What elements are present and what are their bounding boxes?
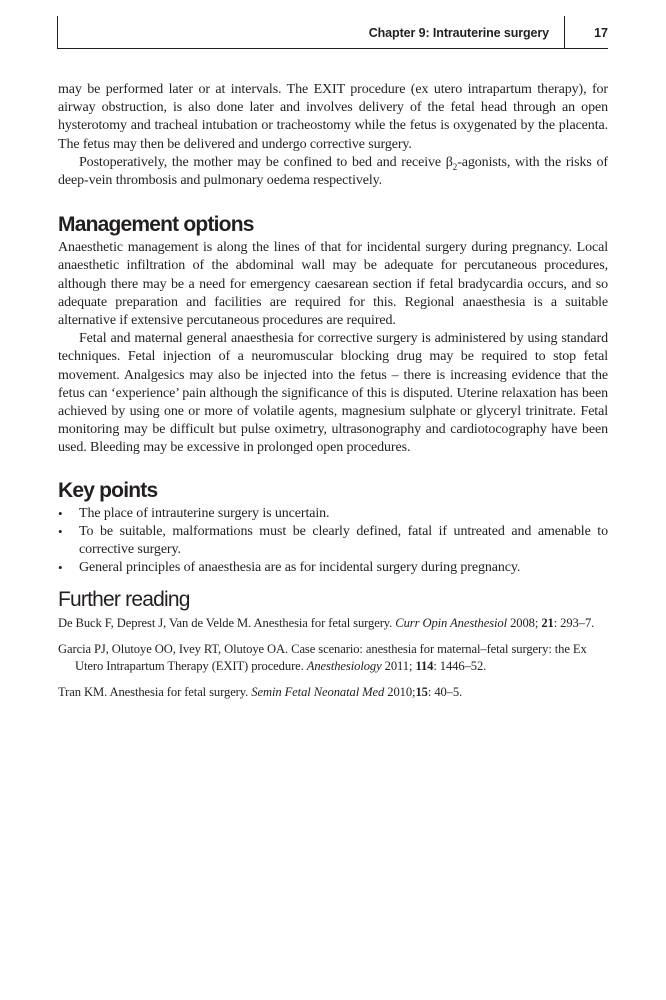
reference-list [58,615,608,701]
intro-paragraph-2 [58,154,608,190]
header-right-rule [564,16,565,48]
reference-year: 2010; [384,685,416,700]
key-points-list [58,505,608,578]
intro-p2-text-before: Postoperatively, the mother may be confined to bed and receive β [79,154,453,170]
reference-pages: : 40–5. [427,685,463,700]
intro-paragraph-1: may be performed later or at intervals. The EXIT procedure (ex utero intrapartum therapy), for airway obstruction, is also done later and involves delivery of the fetal head through an open hysterotomy and tracheal intubation or tracheostomy while the fetus is oxygenated by the placenta. The fetus may then be delivered and undergo corrective surgery. [58,82,608,152]
reference-authors-title: De Buck F, Deprest J, Van de Velde M. Anesthesia for fetal surgery. [58,616,396,631]
reference-volume: 114 [415,659,434,674]
intro-p2-text-after: -agonists, with the risks of deep-vein thrombosis and pulmonary oedema respectively. [58,154,608,189]
reference-pages: : 1446–52. [433,659,487,674]
reference-item [58,641,608,675]
key-point-text: To be suitable, malformations must be clearly defined, fatal if untreated and amenable to corrective surgery. [79,523,608,558]
page-content [58,81,608,710]
bullet-icon: • [58,505,63,521]
reference-volume: 15 [415,685,428,700]
reference-journal: Anesthesiology [306,659,382,674]
management-heading: Management options [58,213,254,237]
key-point-text: General principles of anaesthesia are as for incidental surgery during pregnancy. [79,560,521,576]
reference-year: 2011; [381,659,416,674]
reference-journal: Curr Opin Anesthesiol [395,616,508,631]
key-points-heading: Key points [58,478,158,502]
reference-item [58,615,608,632]
management-paragraph-1: Anaesthetic management is along the lines of that for incidental surgery during pregnancy. Local anaesthetic infiltration of the abdominal wall may be adequate for percutaneous procedures, although there may be a need for emergency caesarean section if fetal bradycardia occurs, and so adequate preparation and facilities are required for this. Regional anaesthesia is a suitable alternative if extensive percutaneous procedures are required. [58,240,608,329]
reference-volume: 21 [541,616,554,631]
list-item [58,523,608,559]
reference-authors-title: Garcia PJ, Olutoye OO, Ivey RT, Olutoye OA. Case scenario: anesthesia for maternal–fetal surgery: the Ex Utero Intrapartum Therapy (EXIT) procedure. [58,642,587,674]
list-item [58,559,608,577]
key-point-text: The place of intrauterine surgery is uncertain. [79,505,330,521]
bullet-icon: • [58,560,63,576]
reference-journal: Semin Fetal Neonatal Med [251,685,385,700]
reference-item [58,684,608,701]
reference-authors-title: Tran KM. Anesthesia for fetal surgery. [58,685,252,700]
header-left-rule [57,16,58,48]
bullet-icon: • [58,523,63,539]
page-number: 17 [594,26,608,40]
management-paragraph-2: Fetal and maternal general anaesthesia for corrective surgery is administered by using standard techniques. Fetal injection of a neuromuscular blocking drug may be required to stop fetal movement. Analgesics may also be injected into the fetus – there is increasing evidence that the fetus can ‘experience’ pain although the significance of this is disputed. Uterine relaxation has been achieved by using one or more of volatile agents, magnesium sulphate or glyceryl trinitrate. Fetal monitoring may be difficult but pulse oximetry, ultrasonography and cardiotocography have been used. Bleeding may be excessive in prolonged open procedures. [58,331,608,456]
further-reading-heading: Further reading [58,588,190,612]
chapter-title: Chapter 9: Intrauterine surgery [368,26,549,40]
running-head [57,16,608,49]
reference-pages: : 293–7. [553,616,595,631]
beta-subscript: 2 [452,161,458,172]
list-item [58,505,608,523]
reference-year: 2008; [507,616,542,631]
